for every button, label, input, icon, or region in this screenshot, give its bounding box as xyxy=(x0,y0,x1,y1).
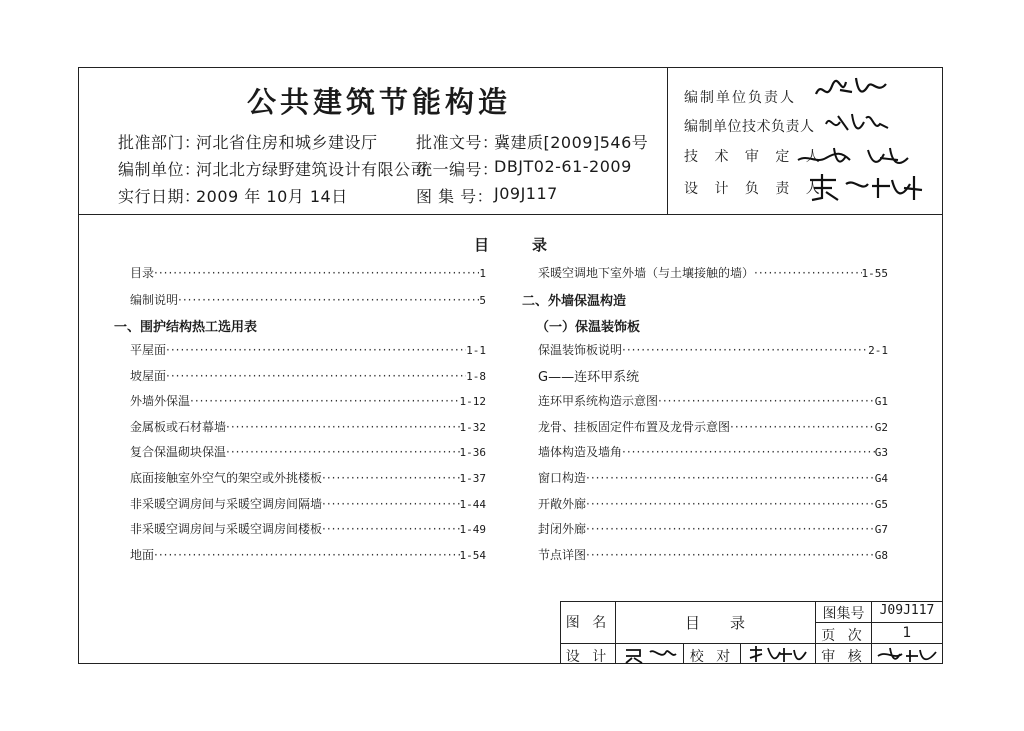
toc-item-text: 目录 xyxy=(130,266,155,280)
header-divider xyxy=(78,214,943,215)
compile-unit: 河北北方绿野建筑设计有限公司 xyxy=(196,160,428,179)
toc-item-page: 1-44 xyxy=(459,498,486,511)
toc-item-text: 地面 xyxy=(130,548,155,562)
toc-item-page: 2-1 xyxy=(868,344,888,357)
toc-item-text: 非采暖空调房间与采暖空调房间隔墙 xyxy=(130,497,323,511)
toc-item-page: 1-54 xyxy=(459,549,486,562)
handwritten-signature xyxy=(874,644,940,664)
toc-item-page: 1-12 xyxy=(459,395,486,408)
approval-dept: 河北省住房和城乡建设厅 xyxy=(196,133,378,152)
toc-section-heading: 一、围护结构热工选用表 xyxy=(114,320,258,335)
compile-unit-label: 编制单位： xyxy=(118,160,201,179)
toc-leader xyxy=(154,548,459,562)
toc-item xyxy=(538,469,888,486)
toc-item-page: G7 xyxy=(874,523,888,536)
toc-item-text: 非采暖空调房间与采暖空调房间楼板 xyxy=(130,522,323,536)
toc-leader xyxy=(166,343,466,357)
toc-item xyxy=(538,392,888,409)
toc-item-text: 平屋面 xyxy=(130,343,167,357)
toc-item-page: 1-1 xyxy=(466,344,486,357)
toc-item-page: 1-36 xyxy=(459,446,486,459)
toc-item xyxy=(130,392,486,409)
impl-date-label: 实行日期： xyxy=(118,187,201,206)
toc-item xyxy=(538,443,888,460)
toc-item xyxy=(130,546,486,563)
toc-item-page: 1-55 xyxy=(861,267,888,280)
toc-item-text: 节点详图 xyxy=(538,548,587,562)
toc-item-page: 1-32 xyxy=(459,421,486,434)
signature-divider xyxy=(667,67,668,215)
toc-leader xyxy=(226,420,459,434)
toc-item-page: 1 xyxy=(479,267,486,280)
toc-leader xyxy=(166,369,466,383)
toc-leader xyxy=(322,522,459,536)
toc-item-page: 1-49 xyxy=(459,523,486,536)
handwritten-signature xyxy=(822,106,892,140)
handwritten-signature xyxy=(794,140,914,174)
toc-item-page: G5 xyxy=(874,498,888,511)
toc-item-text: 连环甲系统构造示意图 xyxy=(538,394,659,408)
handwritten-signature xyxy=(806,170,926,204)
handwritten-signature xyxy=(746,644,810,664)
page-value: 1 xyxy=(902,625,912,641)
toc-leader xyxy=(322,497,459,511)
toc-section-heading: 二、外墙保温构造 xyxy=(522,294,627,309)
title-block-col-line xyxy=(740,643,741,664)
handwritten-signature xyxy=(812,72,892,108)
toc-item xyxy=(130,469,486,486)
toc-leader xyxy=(226,445,459,459)
drawing-name-label: 图 名 xyxy=(565,615,611,631)
toc-item xyxy=(538,495,888,512)
toc-heading-left: 目 xyxy=(474,236,490,254)
atlas-no-label: 图 集 号： xyxy=(416,187,494,206)
toc-item-text: 保温装饰板说明 xyxy=(538,343,623,357)
toc-leader xyxy=(586,471,875,485)
toc-item xyxy=(538,546,888,563)
toc-item xyxy=(130,341,486,358)
toc-item-text: 采暖空调地下室外墙（与土壤接触的墙） xyxy=(538,266,755,280)
signatory-role: 编制单位技术负责人 xyxy=(684,119,815,135)
toc-item-text: 开敞外廊 xyxy=(538,497,587,511)
toc-subsection-heading: G——连环甲系统 xyxy=(538,370,640,385)
design-label: 设 计 xyxy=(565,649,611,665)
toc-item xyxy=(130,520,486,537)
signatory-role: 设 计 负 责 人 xyxy=(684,181,826,197)
unified-no: DBJT02-61-2009 xyxy=(494,157,632,176)
toc-leader xyxy=(586,548,875,562)
review-label: 审 核 xyxy=(821,649,866,665)
toc-item-text: 封闭外廊 xyxy=(538,522,587,536)
toc-heading-right: 录 xyxy=(532,236,548,254)
toc-item-page: 1-37 xyxy=(459,472,486,485)
toc-item xyxy=(130,418,486,435)
toc-item-text: 窗口构造 xyxy=(538,471,587,485)
toc-item xyxy=(130,264,486,281)
unified-no-label: 统一编号： xyxy=(416,160,499,179)
toc-item-page: G8 xyxy=(874,549,888,562)
toc-item xyxy=(538,520,888,537)
toc-leader xyxy=(730,420,875,434)
toc-item-page: G3 xyxy=(874,446,888,459)
impl-date: 2009 年 10月 14日 xyxy=(196,187,348,206)
toc-leader xyxy=(658,394,875,408)
toc-item-text: 龙骨、挂板固定件布置及龙骨示意图 xyxy=(538,420,731,434)
toc-leader xyxy=(322,471,459,485)
atlas-no-value: J09J117 xyxy=(879,603,935,618)
toc-item xyxy=(538,418,888,435)
toc-leader xyxy=(754,266,861,280)
toc-item-text: 编制说明 xyxy=(130,293,179,307)
toc-item-page: G2 xyxy=(874,421,888,434)
toc-item-text: 坡屋面 xyxy=(130,369,167,383)
handwritten-signature xyxy=(622,644,678,664)
toc-item xyxy=(130,495,486,512)
toc-leader xyxy=(178,293,479,307)
toc-item-text: 底面接触室外空气的架空或外挑楼板 xyxy=(130,471,323,485)
toc-item-page: G4 xyxy=(874,472,888,485)
toc-leader xyxy=(154,266,479,280)
check-label: 校 对 xyxy=(689,649,735,665)
toc-item xyxy=(130,443,486,460)
atlas-no-label: 图集号 xyxy=(822,606,865,622)
toc-leader xyxy=(586,497,875,511)
toc-item-text: 墙体构造及墙角 xyxy=(538,445,623,459)
signatory-role: 技 术 审 定 人 xyxy=(684,149,826,165)
atlas-no: J09J117 xyxy=(494,184,558,203)
toc-leader xyxy=(190,394,459,408)
approval-doc-label: 批准文号： xyxy=(416,133,499,152)
toc-item xyxy=(538,264,888,281)
drawing-name: 目 录 xyxy=(684,614,745,632)
toc-item-page: 1-8 xyxy=(466,370,486,383)
toc-item xyxy=(538,341,888,358)
toc-leader xyxy=(622,343,868,357)
toc-leader xyxy=(586,522,875,536)
toc-subsection-heading: （一）保温装饰板 xyxy=(536,320,641,335)
toc-item xyxy=(130,291,486,308)
toc-item-text: 复合保温砌块保温 xyxy=(130,445,227,459)
toc-leader xyxy=(622,445,875,459)
approval-doc: 冀建质[2009]546号 xyxy=(494,133,649,152)
page-title: 公共建筑节能构造 xyxy=(247,85,512,119)
signatory-role: 编制单位负责人 xyxy=(684,90,796,106)
toc-item-text: 金属板或石材幕墙 xyxy=(130,420,227,434)
page-label: 页 次 xyxy=(821,628,866,644)
toc-item xyxy=(130,367,486,384)
toc-item-text: 外墙外保温 xyxy=(130,394,191,408)
approval-dept-label: 批准部门： xyxy=(118,133,201,152)
toc-item-page: 5 xyxy=(479,294,486,307)
toc-item-page: G1 xyxy=(874,395,888,408)
